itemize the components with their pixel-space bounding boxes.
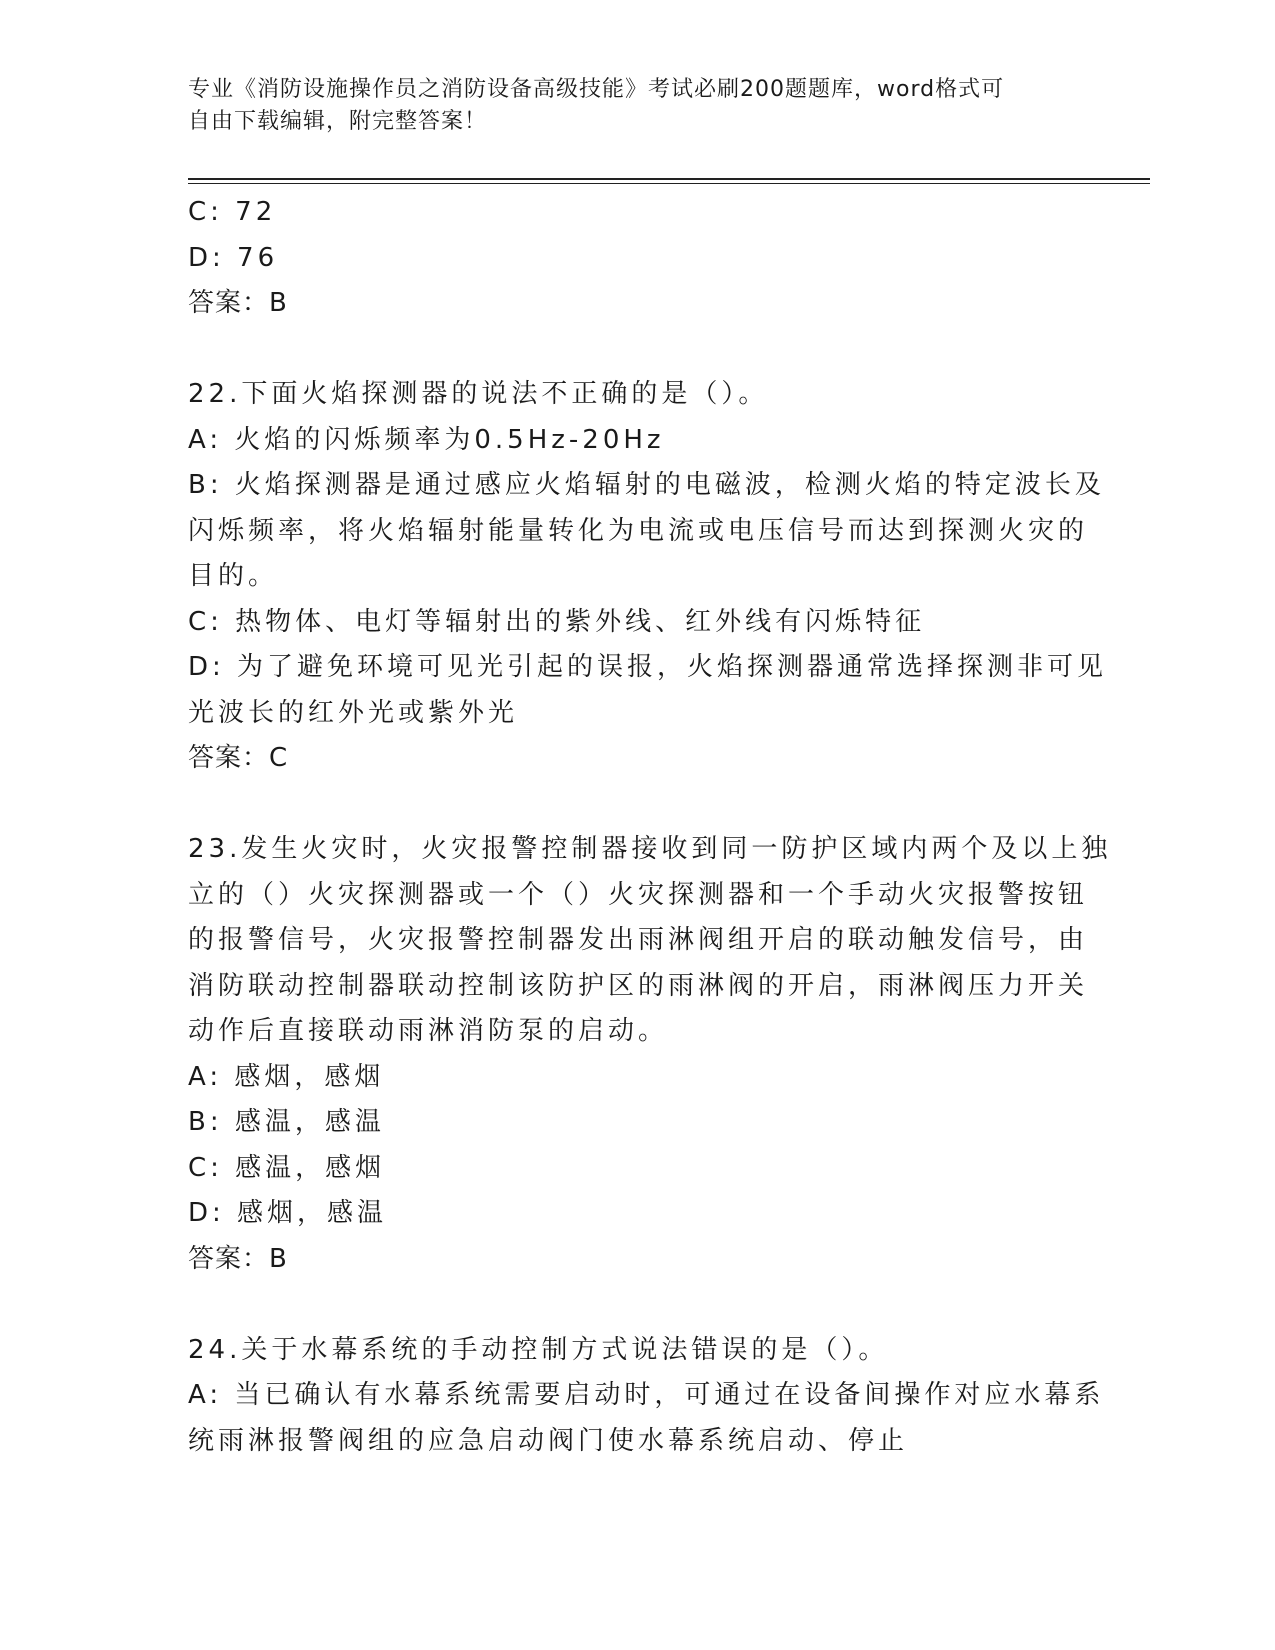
answer-line: 答案：B [188,1243,288,1274]
question-text-line-3: 的报警信号，火灾报警控制器发出雨淋阀组开启的联动触发信号，由 [188,925,1089,955]
option-c: C: 热物体、电灯等辐射出的紫外线、红外线有闪烁特征 [188,606,926,637]
header-divider-thick [188,178,1150,180]
option-c: C: 感温，感烟 [188,1152,386,1183]
question-21-tail [188,190,1073,327]
spacer [188,1282,1073,1328]
question-text-line-2: 立的（）火灾探测器或一个（）火灾探测器和一个手动火灾报警按钮 [188,879,1089,910]
header-divider-thin [188,183,1150,184]
option-b: B: 感温，感温 [188,1107,385,1137]
option-a-line-1: A: 当已确认有水幕系统需要启动时，可通过在设备间操作对应水幕系 [188,1380,1105,1410]
option-a: A: 火焰的闪烁频率为0.5Hz-20Hz [188,424,665,455]
option-b-line-3: 目的。 [188,561,279,591]
question-text: 22.下面火焰探测器的说法不正确的是（）。 [188,379,769,409]
question-22 [188,372,1108,782]
option-d-line-1: D: 为了避免环境可见光引起的误报，火焰探测器通常选择探测非可见 [188,652,1108,682]
answer-line: 答案：B [188,288,288,318]
option-a: A: 感烟，感烟 [188,1061,385,1092]
option-c: C: 72 [188,197,277,227]
option-d-line-2: 光波长的红外光或紫外光 [188,697,519,728]
option-b-line-1: B: 火焰探测器是通过感应火焰辐射的电磁波，检测火焰的特定波长及 [188,470,1105,500]
option-b-line-2: 闪烁频率，将火焰辐射能量转化为电流或电压信号而达到探测火灾的 [188,515,1089,546]
question-text-line-4: 消防联动控制器联动控制该防护区的雨淋阀的开启，雨淋阀压力开关 [188,970,1089,1001]
answer-line: 答案：C [188,743,289,773]
option-d: D: 感烟，感温 [188,1198,388,1228]
document-body [188,190,1112,1464]
header-title-line-1: 专业《消防设施操作员之消防设备高级技能》考试必刷200题题库，word格式可 [188,77,1005,102]
question-text: 24.关于水幕系统的手动控制方式说法错误的是（）。 [188,1334,889,1365]
spacer [188,782,1073,828]
question-text-line-5: 动作后直接联动雨淋消防泵的启动。 [188,1016,669,1046]
page-header [188,74,1068,138]
question-text-line-1: 23.发生火灾时，火灾报警控制器接收到同一防护区域内两个及以上独 [188,834,1112,864]
header-title-line-2: 自由下载编辑，附完整答案！ [188,109,488,134]
option-a-line-2: 统雨淋报警阀组的应急启动阀门使水幕系统启动、停止 [188,1425,909,1456]
question-24 [188,1328,1105,1465]
question-23 [188,827,1112,1282]
spacer [188,327,1073,373]
option-d: D: 76 [188,242,279,273]
